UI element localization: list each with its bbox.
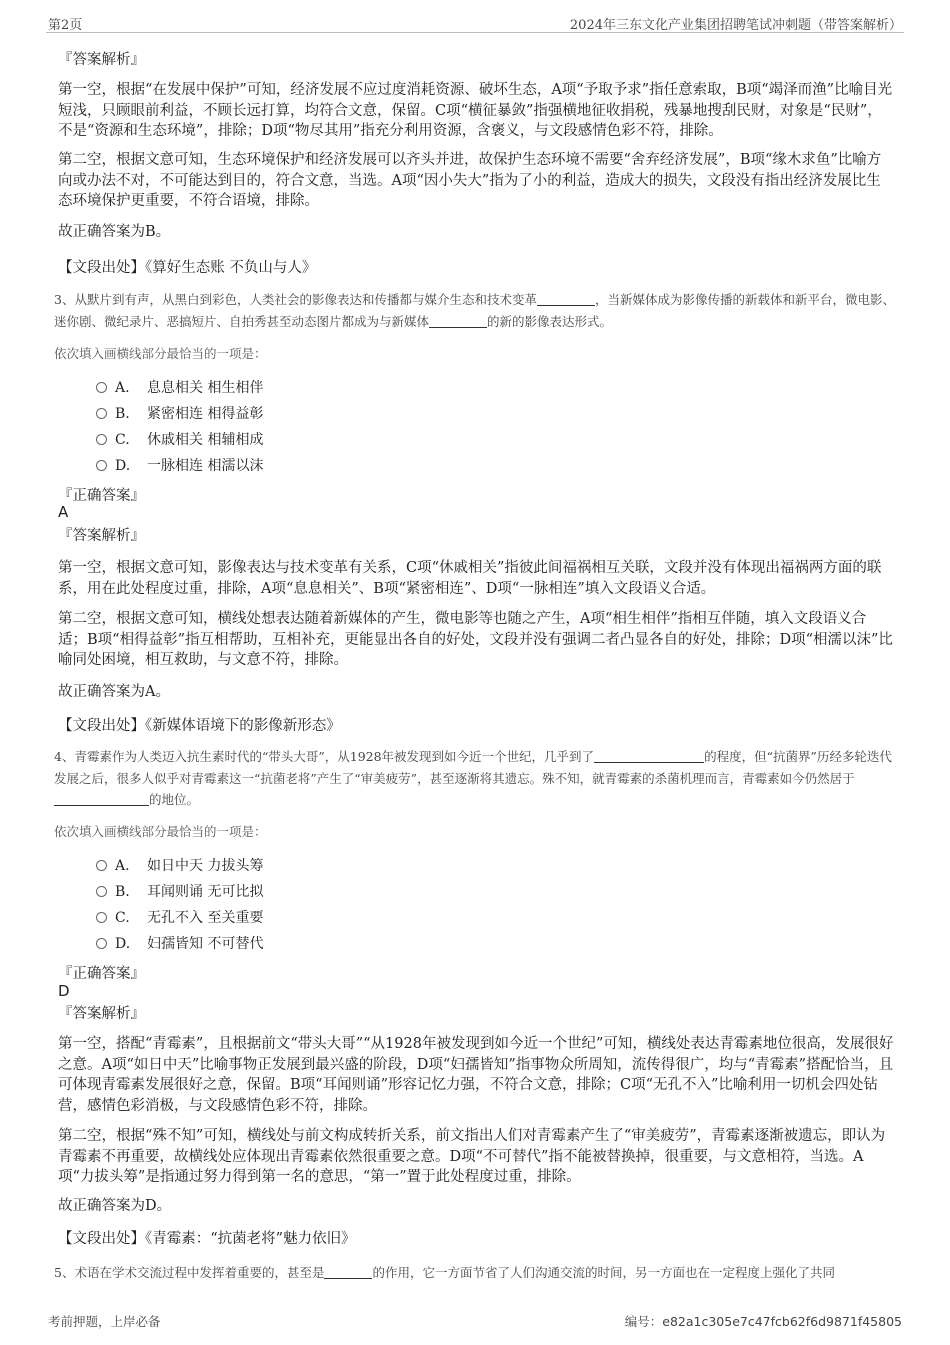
page-header	[46, 12, 904, 33]
q3-conclusion: 故正确答案为A。	[58, 684, 170, 700]
blank	[324, 1265, 372, 1279]
blank	[594, 749, 704, 763]
analysis-label: 『答案解析』	[58, 1006, 145, 1022]
document-code: 编号：e82a1c305e7c47fcb62f6d9871f45805	[624, 1314, 902, 1329]
blank	[54, 792, 149, 806]
radio-icon[interactable]	[96, 938, 107, 949]
radio-icon[interactable]	[96, 460, 107, 471]
q3-answer: A	[58, 503, 69, 521]
q4-analysis-p1: 第一空，搭配“青霉素”，且根据前文“带头大哥”“从1928年被发现到如今近一个世纪”可知，横线处表达青霉素地位很高，发展很好之意。A项“如日中天”比喻事物正发展到最兴盛的阶段，D项“妇孺皆知”指事物众所周知，流传得很广，均与“青霉素”搭配恰当，且可体现青霉素发展很好之意，保留。B项“耳闻则诵”形容记忆力强，不符合文意，排除；C项“无孔不入”比喻利用一切机会四处钻营，感情色彩消极，与文段感情色彩不符，排除。	[58, 1036, 894, 1114]
q3-source: 【文段出处】《新媒体语境下的影像新形态》	[58, 718, 341, 734]
q4-option-b[interactable]: B. 耳闻则诵 无可比拟	[96, 882, 263, 902]
radio-icon[interactable]	[96, 886, 107, 897]
q4-conclusion: 故正确答案为D。	[58, 1198, 172, 1214]
radio-icon[interactable]	[96, 912, 107, 923]
q3-fill-hint: 依次填入画横线部分最恰当的一项是：	[54, 346, 267, 361]
q3-analysis-p1: 第一空，根据文意可知，影像表达与技术变革有关系，C项“休戚相关”指彼此间福祸相互关联，文段并没有体现出福祸两方面的联系，用在此处程度过重，排除，A项“息息相关”、B项“紧密相连”、D项“一脉相连”填入文段语义合适。	[58, 560, 882, 597]
q4-option-d[interactable]: D. 妇孺皆知 不可替代	[96, 934, 263, 954]
q3-option-d[interactable]: D. 一脉相连 相濡以沫	[96, 456, 263, 476]
q4-answer: D	[58, 982, 70, 1000]
q4-source: 【文段出处】《青霉素：“抗菌老将”魅力依旧》	[58, 1231, 356, 1247]
analysis-label: 『答案解析』	[58, 528, 145, 544]
q4-analysis-p2: 第二空，根据“殊不知”可知，横线处与前文构成转折关系，前文指出人们对青霉素产生了“审美疲劳”，青霉素逐渐被遗忘，即认为青霉素不再重要，故横线处应体现出青霉素依然很重要之意。D项“不可替代”指不能被替换掉，很重要，与文意相符，当选。A项“力拔头筹”是指通过努力得到第一名的意思，“第一”置于此处程度过重，排除。	[58, 1128, 886, 1185]
blank	[537, 292, 595, 306]
q2-conclusion: 故正确答案为B。	[58, 224, 171, 240]
page-number: 第2页	[48, 18, 83, 33]
q3-analysis-p2: 第二空，根据文意可知，横线处想表达随着新媒体的产生，微电影等也随之产生，A项“相生相伴”指相互伴随，填入文段语义合适；B项“相得益彰”指互相帮助，互相补充，更能显出各自的好处，文段并没有强调二者凸显各自的好处，排除；D项“相濡以沫”比喻同处困境，相互救助，与文意不符，排除。	[58, 611, 893, 668]
q4-stem: 4、青霉素作为人类迈入抗生素时代的“带头大哥”，从1928年被发现到如今近一个世纪，几乎到了 的程度，但“抗菌界”历经多轮迭代发展之后，很多人似乎对青霉素这一“抗菌老将”产生了“审美疲劳”，甚至逐渐将其遗忘。殊不知，就青霉素的杀菌机理而言，青霉素如今仍然居于的地位。	[54, 749, 892, 807]
q3-option-a[interactable]: A. 息息相关 相生相伴	[96, 378, 263, 398]
correct-label: 『正确答案』	[58, 966, 145, 982]
q2-analysis-p1: 第一空，根据“在发展中保护”可知，经济发展不应过度消耗资源、破坏生态，A项“予取予求”指任意索取，B项“竭泽而渔”比喻目光短浅，只顾眼前利益，不顾长远打算，均符合文意，保留。C项“横征暴敛”指强横地征收捐税，残暴地搜刮民财，对象是“民财”，不是“资源和生态环境”，排除；D项“物尽其用”指充分利用资源，含褒义，与文段感情色彩不符，排除。	[58, 82, 893, 139]
q4-option-a[interactable]: A. 如日中天 力拔头筹	[96, 856, 263, 876]
q4-option-c[interactable]: C. 无孔不入 至关重要	[96, 908, 263, 928]
document-title: 2024年三东文化产业集团招聘笔试冲刺题（带答案解析）	[569, 18, 902, 33]
radio-icon[interactable]	[96, 434, 107, 445]
q2-source: 【文段出处】《算好生态账 不负山与人》	[58, 260, 317, 276]
blank	[429, 314, 487, 328]
q4-fill-hint: 依次填入画横线部分最恰当的一项是：	[54, 824, 267, 839]
correct-label: 『正确答案』	[58, 488, 145, 504]
q3-option-b[interactable]: B. 紧密相连 相得益彰	[96, 404, 263, 424]
radio-icon[interactable]	[96, 860, 107, 871]
radio-icon[interactable]	[96, 408, 107, 419]
q2-analysis-p2: 第二空，根据文意可知，生态环境保护和经济发展可以齐头并进，故保护生态环境不需要“舍弃经济发展”，B项“缘木求鱼”比喻方向或办法不对，不可能达到目的，符合文意，当选。A项“因小失大”指为了小的利益，造成大的损失，文段没有指出经济发展比生态环境保护更重要，不符合语境，排除。	[58, 152, 882, 209]
q3-stem: 3、从默片到有声，从黑白到彩色，人类社会的影像表达和传播都与媒介生态和技术变革 ，当新媒体成为影像传播的新载体和新平台，微电影、迷你剧、微纪录片、恶搞短片、自拍秀甚至动态图片都成为与新媒体 的新的影像表达形式。	[54, 292, 895, 329]
q3-option-c[interactable]: C. 休戚相关 相辅相成	[96, 430, 263, 450]
footer-slogan: 考前押题，上岸必备	[48, 1314, 161, 1329]
q5-stem: 5、术语在学术交流过程中发挥着重要的，甚至是 的作用，它一方面节省了人们沟通交流的时间，另一方面也在一定程度上强化了共同	[54, 1265, 835, 1280]
radio-icon[interactable]	[96, 382, 107, 393]
analysis-label: 『答案解析』	[58, 52, 145, 68]
